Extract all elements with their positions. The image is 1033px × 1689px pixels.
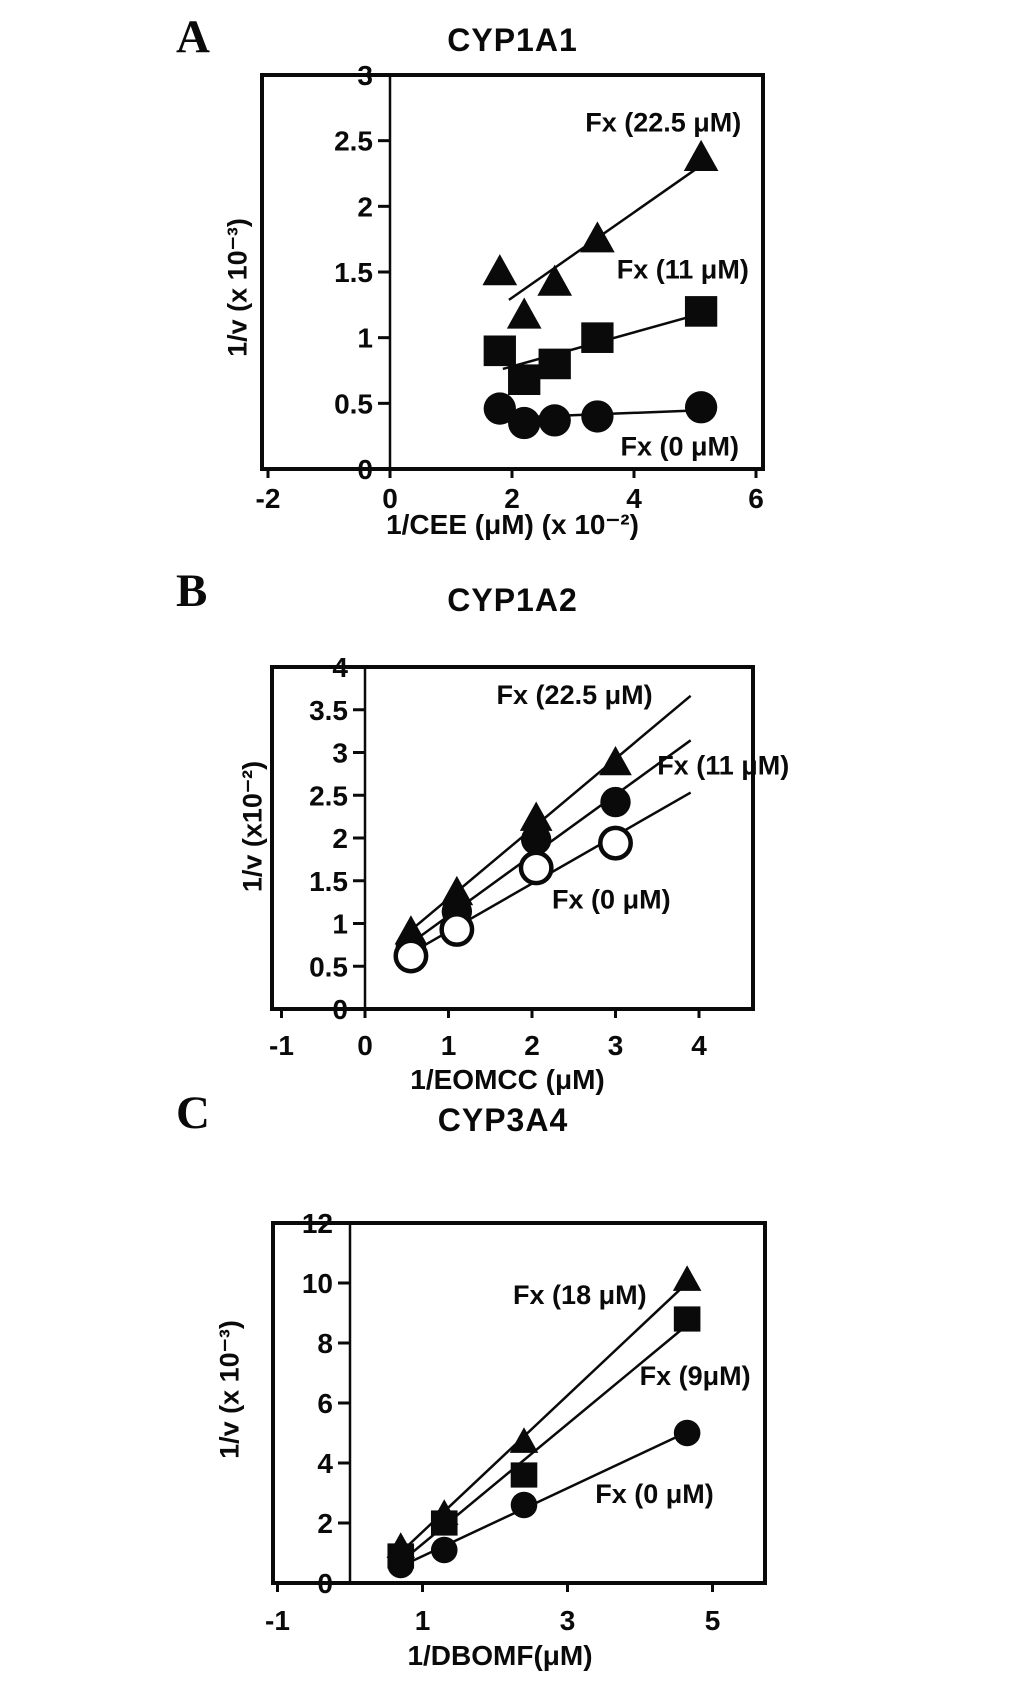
- panel-a-series-2-marker-circle: [508, 407, 540, 439]
- panel-a-series-0-annotation: Fx (22.5 μM): [585, 107, 742, 138]
- panel-a-title: CYP1A1: [447, 22, 578, 58]
- panel-a-series-2-annotation: Fx (0 μM): [620, 431, 740, 462]
- panel-c-y-tick-label: 10: [301, 1268, 333, 1299]
- panel-a-y-axis-label: 1/v (x 10⁻³): [222, 218, 253, 357]
- panel-c-series-0-marker-triangle: [673, 1265, 702, 1291]
- panel-a-y-tick-label: 1.5: [334, 257, 373, 288]
- panel-a-series-0-marker-triangle: [684, 140, 719, 171]
- panel-a-x-tick-label: 6: [748, 483, 764, 514]
- panel-a-x-tick-label: 4: [626, 483, 642, 514]
- panel-c-y-tick-label: 2: [317, 1508, 333, 1539]
- panel-c-series-0-marker-triangle: [510, 1427, 539, 1453]
- panel-b-series-2-marker-circle-open: [442, 914, 472, 944]
- panel-c-series-2-marker-circle: [511, 1492, 538, 1519]
- panel-c-y-tick-label: 12: [301, 1208, 333, 1239]
- panel-c-series-2-marker-circle: [431, 1537, 458, 1564]
- panel-c-y-tick-label: 0: [317, 1568, 333, 1599]
- panel-a-y-tick-label: 3: [357, 60, 373, 91]
- panel-a-series-1-marker-square: [539, 349, 571, 380]
- panel-a-x-tick-label: 2: [504, 483, 520, 514]
- panel-a-series-2-marker-circle: [685, 391, 717, 423]
- panel-b-x-tick-label: 0: [357, 1030, 373, 1061]
- panel-c-y-axis-label: 1/v (x 10⁻³): [214, 1320, 245, 1459]
- panel-b-series-2-marker-circle-open: [521, 853, 551, 883]
- panel-a-series-2-marker-circle: [581, 400, 613, 432]
- panel-c-y-tick-label: 8: [317, 1328, 333, 1359]
- panel-b-x-tick-label: 2: [524, 1030, 540, 1061]
- panel-a-chart: [256, 60, 764, 514]
- panel-c-y-tick-label: 6: [317, 1388, 333, 1419]
- panel-c-series-0-annotation: Fx (18 μM): [513, 1280, 647, 1310]
- panel-b-y-tick-label: 2.5: [309, 780, 348, 812]
- panel-a-y-tick-label: 1: [357, 322, 373, 354]
- panel-a-y-tick-label: 2: [357, 191, 373, 223]
- panel-b-y-tick-label: 0: [332, 994, 348, 1025]
- panel-b-x-axis-label: 1/EOMCC (μM): [410, 1064, 605, 1095]
- panel-b-y-tick-label: 3.5: [309, 694, 348, 726]
- panel-b-title: CYP1A2: [447, 582, 578, 618]
- panel-c-series-1-marker-square: [431, 1510, 458, 1535]
- panel-a-series-0-marker-triangle: [580, 221, 615, 252]
- panel-b-y-tick-label: 4: [332, 652, 348, 683]
- panel-c-series-1-marker-square: [674, 1306, 701, 1331]
- panel-a-series-2-marker-circle: [539, 404, 571, 436]
- panel-b-x-tick-label: 1: [440, 1030, 457, 1061]
- panel-b-x-tick-label: 3: [607, 1030, 624, 1061]
- panel-c-series-2-marker-circle: [674, 1420, 701, 1447]
- panel-a-series-0-marker-triangle: [537, 265, 572, 296]
- panel-a-y-tick-label: 0: [357, 454, 373, 485]
- panel-a-x-axis-label: 1/CEE (μM) (x 10⁻²): [386, 509, 639, 540]
- panel-c-letter: C: [176, 1087, 210, 1139]
- panel-c-x-tick-label: 1: [414, 1605, 431, 1636]
- panel-c-series-2-annotation: Fx (0 μM): [595, 1478, 714, 1509]
- panel-a-series-0-marker-triangle: [482, 254, 517, 285]
- panel-b-y-tick-label: 2: [332, 823, 348, 854]
- panel-a-letter: A: [176, 11, 210, 63]
- panel-a-series-1-marker-square: [508, 364, 540, 395]
- panel-b-x-tick-label: 4: [691, 1030, 707, 1061]
- panel-b-series-1-marker-circle: [600, 787, 630, 817]
- panel-b-series-2-annotation: Fx (0 μM): [552, 884, 671, 915]
- panel-b-chart: [269, 652, 789, 1061]
- panel-b-series-0-annotation: Fx (22.5 μM): [496, 680, 653, 711]
- panel-a-x-tick-label: -2: [255, 483, 281, 514]
- panel-b-series-2-marker-circle-open: [396, 941, 426, 971]
- panel-c-title: CYP3A4: [437, 1102, 569, 1138]
- panel-b-y-tick-label: 0.5: [309, 951, 348, 983]
- panel-a-series-1-annotation: Fx (11 μM): [616, 254, 749, 285]
- panel-b-y-tick-label: 3: [332, 737, 348, 769]
- panel-c-x-tick-label: 5: [704, 1605, 721, 1636]
- panel-b-series-1-marker-circle: [521, 825, 551, 855]
- panel-a-series-1-marker-square: [581, 322, 613, 353]
- panel-c-series-1-marker-square: [511, 1462, 538, 1487]
- panel-a-y-tick-label: 0.5: [334, 388, 373, 420]
- panel-b-y-tick-label: 1: [332, 908, 348, 940]
- panel-c-chart: [265, 1208, 765, 1636]
- panel-c-x-axis-label: 1/DBOMF(μM): [407, 1640, 593, 1671]
- panel-b-x-tick-label: -1: [269, 1030, 294, 1061]
- panel-c-series-2-marker-circle: [387, 1552, 414, 1579]
- panel-c-series-1-annotation: Fx (9μM): [639, 1361, 751, 1391]
- panel-c-y-tick-label: 4: [317, 1448, 333, 1479]
- panel-a-series-1-marker-square: [685, 296, 717, 327]
- panel-b-y-tick-label: 1.5: [309, 865, 348, 897]
- panel-b-letter: B: [176, 565, 208, 617]
- panel-c-x-tick-label: -1: [265, 1605, 290, 1636]
- panel-a-y-tick-label: 2.5: [334, 125, 373, 157]
- panel-b-series-2-marker-circle-open: [600, 828, 630, 858]
- panel-c-x-tick-label: 3: [559, 1605, 576, 1636]
- panel-a-x-tick-label: 0: [382, 483, 398, 514]
- panel-b-y-axis-label: 1/v (x10⁻²): [237, 760, 268, 893]
- panel-a-series-0-marker-triangle: [507, 297, 542, 328]
- panel-a-series-1-marker-square: [484, 336, 516, 367]
- panel-b-series-1-annotation: Fx (11 μM): [657, 750, 790, 781]
